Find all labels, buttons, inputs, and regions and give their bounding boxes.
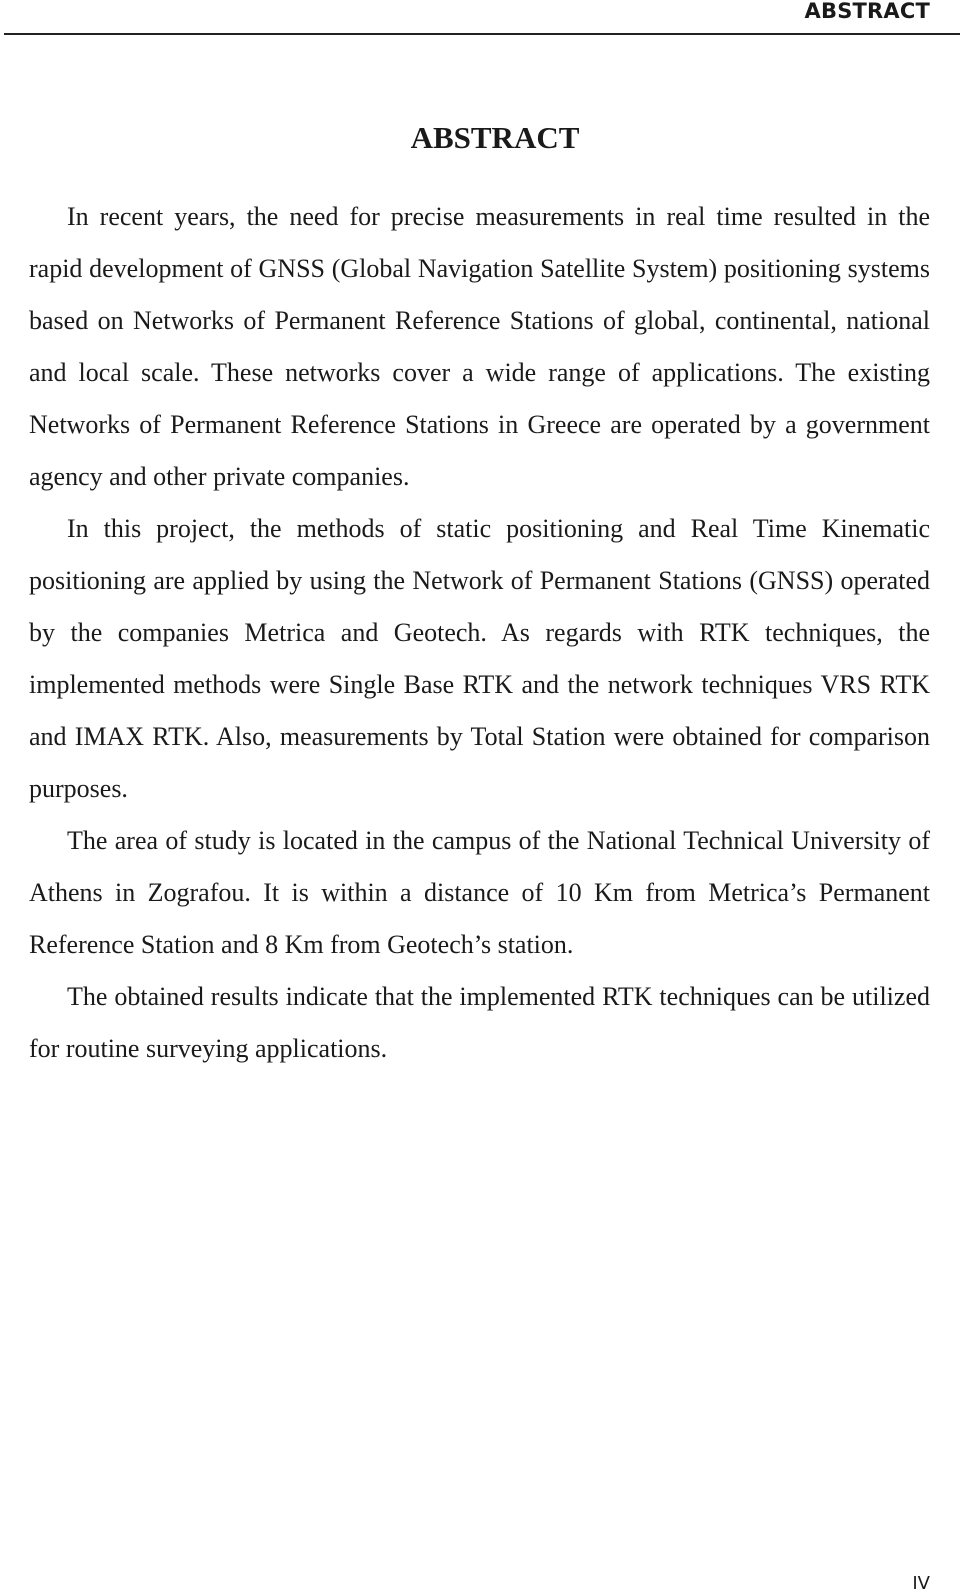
running-header-title: ABSTRACT (804, 0, 930, 23)
page-title: ABSTRACT (410, 120, 580, 155)
page-number: IV (912, 1573, 930, 1594)
header-divider (4, 33, 960, 35)
abstract-body (29, 191, 930, 1075)
abstract-paragraph-3: The area of study is located in the campus of the National Technical University of Athens in Zografou. It is within a distance of 10 Km from Metrica’s Permanent Reference Station and 8 Km from Geotech’s station. (29, 826, 930, 959)
abstract-paragraph-2: In this project, the methods of static positioning and Real Time Kinematic positioning are applied by using the Network of Permanent Stations (GNSS) operated by the companies Metrica and Geotech. As regards with RTK techniques, the implemented methods were Single Base RTK and the network techniques VRS RTK and IMAX RTK. Also, measurements by Total Station were obtained for comparison purposes. (29, 514, 930, 803)
abstract-paragraph-4: The obtained results indicate that the implemented RTK techniques can be utilized for routine surveying applications. (29, 982, 930, 1063)
abstract-paragraph-1: In recent years, the need for precise measurements in real time resulted in the rapid development of GNSS (Global Navigation Satellite System) positioning systems based on Networks of Permanent Reference Stations of global, continental, national and local scale. These networks cover a wide range of applications. The existing Networks of Permanent Reference Stations in Greece are operated by a government agency and other private companies. (29, 202, 930, 491)
